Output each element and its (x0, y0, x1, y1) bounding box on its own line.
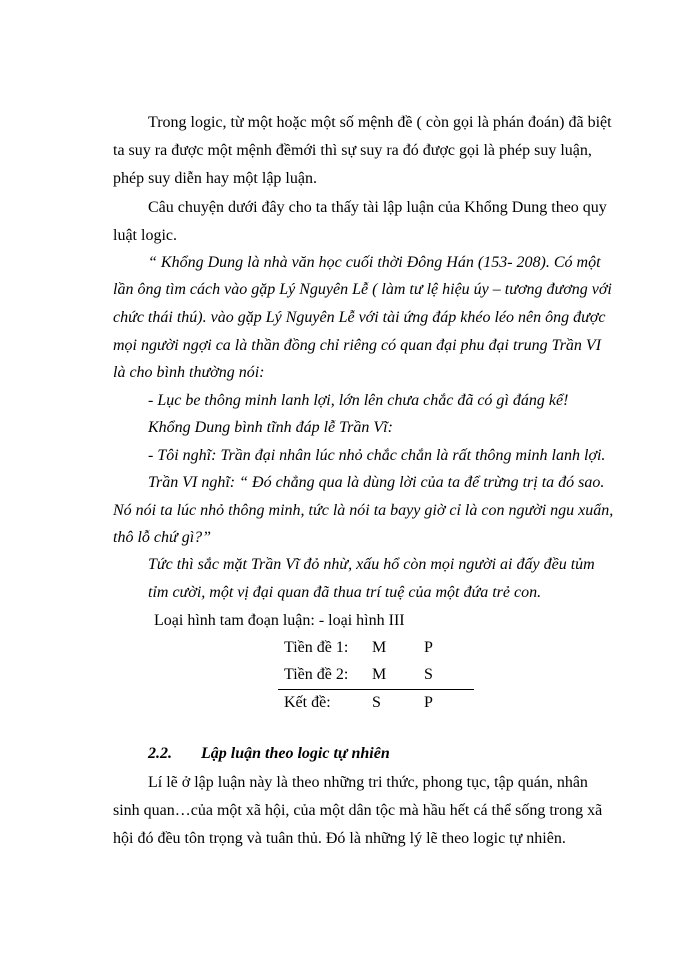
quote-line-3: chức thái thú). vào gặp Lý Nguyên Lễ với tài ứng đáp khéo léo nên ông được (113, 309, 606, 326)
intro-line-2: ta suy ra được một mệnh đềmới thì sự suy ra đó được gọi là phép suy luận, (113, 142, 592, 159)
syllogism-divider (278, 689, 474, 690)
syllogism-conclusion-name: Kết đề: (284, 694, 331, 711)
quote-line-10: Nó nói ta lúc nhỏ thông minh, tức là nói ta bayy giờ cỉ là con người ngu xuẩn, (113, 502, 614, 519)
syllogism-conclusion-b: P (424, 694, 433, 711)
syllogism-row-1-name: Tiền đề 1: (284, 639, 349, 656)
quote-line-4: mọi người ngợi ca là thần đồng chỉ riêng có quan đại phu đại trung Trần VI (113, 337, 602, 354)
natural-line-2: sinh quan…của một xã hội, của một dân tộc mà hầu hết cá thể sống trong xã (113, 802, 603, 819)
quote-line-9: Trần VI nghĩ: “ Đó chẳng qua là dùng lời của ta để trừng trị ta đó sao. (148, 474, 605, 491)
quote-line-13: tỉm cười, một vị đại quan đã thua trí tuệ của một đứa trẻ con. (148, 584, 542, 601)
quote-line-8: - Tôi nghĩ: Trần đại nhân lúc nhỏ chắc chắn là rất thông minh lanh lợi. (148, 447, 606, 464)
syllogism-row-1-a: M (372, 639, 387, 656)
quote-line-7: Khổng Dung bình tĩnh đáp lễ Trần Vĩ: (148, 419, 393, 436)
syllogism-conclusion-a: S (372, 694, 381, 711)
syllogism-row-1-b: P (424, 639, 433, 656)
section-number: 2.2. (148, 745, 172, 762)
quote-line-5: là cho bình thường nói: (113, 364, 265, 381)
quote-line-6: - Lục be thông minh lanh lợi, lớn lên chưa chắc đã có gì đáng kể! (148, 392, 569, 409)
quote-line-11: thô lỗ chứ gì?” (113, 529, 212, 546)
quote-line-2: lần ông tìm cách vào gặp Lý Nguyên Lễ ( làm tư lệ hiệu úy – tương đương với (113, 281, 612, 298)
quote-line-12: Tức thì sắc mặt Trần Vĩ đỏ nhừ, xấu hổ còn mọi người ai đấy đều tủm (148, 556, 595, 573)
syllogism-row-2-b: S (424, 666, 433, 683)
syllogism-row-2-a: M (372, 666, 387, 683)
syllogism-label: Loại hình tam đoạn luận: - loại hình III (154, 612, 405, 629)
syllogism-row-2-name: Tiền đề 2: (284, 666, 349, 683)
story-intro-line-1: Câu chuyện dưới đây cho ta thấy tài lập luận của Khổng Dung theo quy (148, 199, 607, 216)
intro-line-1: Trong logic, từ một hoặc một số mệnh đề ( còn gọi là phán đoán) đã biệt (148, 114, 612, 131)
intro-line-3: phép suy diễn hay một lập luận. (113, 170, 317, 187)
section-title: Lập luận theo logic tự nhiên (201, 745, 390, 762)
story-intro-line-2: luật logic. (113, 227, 177, 244)
natural-line-1: Lí lẽ ở lập luận này là theo những tri thức, phong tục, tập quán, nhân (148, 774, 588, 791)
quote-line-1: “ Khổng Dung là nhà văn học cuối thời Đông Hán (153- 208). Có một (148, 254, 601, 271)
natural-line-3: hội đó đều tôn trọng và tuân thủ. Đó là những lý lẽ theo logic tự nhiên. (113, 830, 566, 847)
